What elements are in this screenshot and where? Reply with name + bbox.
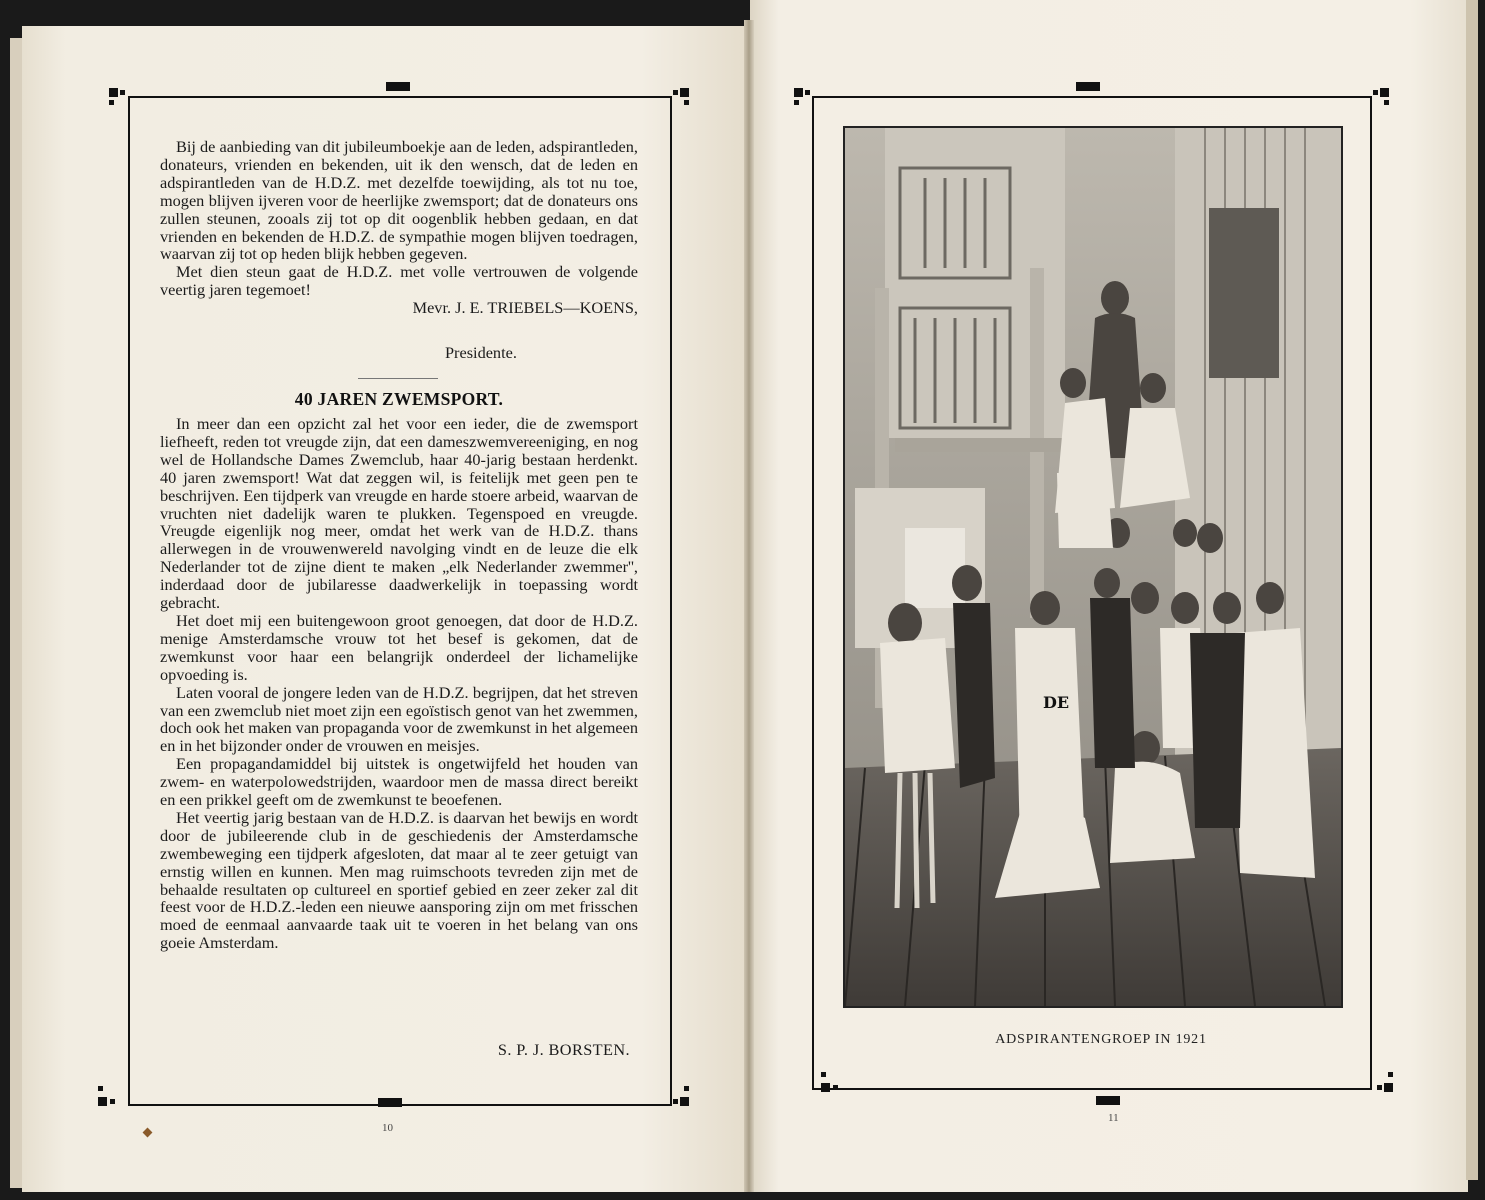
corner-ornament bbox=[680, 88, 689, 97]
corner-ornament bbox=[120, 90, 125, 95]
corner-ornament bbox=[673, 90, 678, 95]
intro-paragraph: Bij de aanbieding van dit jubileumboekje aan de leden, adspirantleden, donateurs, vrienden en bekenden, uit ik den wensch, dat de leden en adspirantleden van de H.D.Z. met dezelfde toewijding, als tot nu toe, mogen blijven ijveren voor de heerlijke zwemsport; dat de donateurs ons zullen steunen, zooals zij tot op dit oogenblik hebben gedaan, en dat vrienden en bekenden de H.D.Z. de sympathie mogen blijven toedragen, waarvan zij tot op heden blijk hebben gegeven. bbox=[160, 137, 638, 264]
corner-ornament bbox=[109, 100, 114, 105]
article-paragraph: Een propagandamiddel bij uitstek is ongetwijfeld het houden van zwem- en waterpolowedstrijden, waardoor men de massa direct bereikt en een prikkel geeft om de zwemkunst te beoefenen. bbox=[160, 754, 638, 810]
right-page-edge bbox=[1466, 0, 1478, 1180]
corner-ornament bbox=[684, 100, 689, 105]
frame-right-line bbox=[670, 96, 672, 1106]
corner-ornament bbox=[1384, 100, 1389, 105]
book-gutter bbox=[744, 20, 754, 1192]
corner-ornament bbox=[673, 1099, 678, 1104]
corner-ornament bbox=[833, 1085, 838, 1090]
frame-left-line bbox=[128, 96, 130, 1106]
corner-ornament bbox=[98, 1097, 107, 1106]
photo-illustration bbox=[845, 128, 1341, 1006]
corner-ornament bbox=[1373, 90, 1378, 95]
signature-title: Presidente. bbox=[445, 343, 517, 362]
page-number-left: 10 bbox=[382, 1122, 393, 1134]
frame-left-line bbox=[812, 96, 814, 1090]
page-number-right: 11 bbox=[1108, 1112, 1119, 1124]
frame-top-line bbox=[812, 96, 1372, 98]
photo-sash-text: DE bbox=[1043, 693, 1070, 712]
bottom-center-ornament bbox=[378, 1098, 402, 1107]
corner-ornament bbox=[821, 1083, 830, 1092]
top-center-ornament bbox=[1076, 82, 1100, 91]
corner-ornament bbox=[1384, 1083, 1393, 1092]
article-paragraph: Het doet mij een buitengewoon groot genoegen, dat door de H.D.Z. menige Amsterdamsche vrouw tot het besef is gekomen, dat de zwemkunst voor haar een belangrijk onderdeel der lichamelijke opvoeding is. bbox=[160, 610, 638, 684]
article-paragraph: Het veertig jarig bestaan van de H.D.Z. is daarvan het bewijs en wordt door de jubileerende club in de geschiedenis der Amsterdamsche zwembeweging een tijdperk afgesloten, dat maar al te zeer getuigt van ernstig willen en kunnen. Men mag ruimschoots tevreden zijn met de behaalde resultaten op cultureel en sportief gebied en zeer zeker zal dit feest voor de H.D.Z.-leden een nieuwe aansporing zijn om met frisschen moed de eenmaal aanvaarde taak uit te voeren in het belang van ons goeie Amsterdam. bbox=[160, 807, 638, 953]
corner-ornament bbox=[1388, 1072, 1393, 1077]
article-paragraph: In meer dan een opzicht zal het voor een ieder, die de zwemsport liefheeft, reden tot vreugde zijn, dat een dameszwemvereeniging, en nog wel de Hollandsche Dames Zwemclub, haar 40-jarig bestaan herdenkt. 40 jaren zwemsport! Wat dat zeggen wil, is feitelijk met geen pen te beschrijven. Een tijdperk van vreugde en harde stoere arbeid, waarvan de vruchten niet dadelijk waren te plukken. Tegenspoed en vreugde. Vreugde eigenlijk nog meer, omdat het werk van de H.D.Z. thans allerwegen in de vrouwenwereld navolging vindt en de leuze die elk Nederlander tot de zijne dient te maken „elk Nederlander zwemmer'', inderdaad door de jubilaresse daadwerkelijk in toepassing wordt gebracht. bbox=[160, 414, 638, 613]
top-center-ornament bbox=[386, 82, 410, 91]
corner-ornament bbox=[98, 1086, 103, 1091]
frame-bottom-line bbox=[812, 1088, 1372, 1090]
signature-name: Mevr. J. E. TRIEBELS—KOENS, bbox=[412, 298, 638, 318]
corner-ornament bbox=[684, 1086, 689, 1091]
article-author: S. P. J. BORSTEN. bbox=[497, 1040, 630, 1059]
corner-ornament bbox=[1380, 88, 1389, 97]
intro-paragraph: Met dien steun gaat de H.D.Z. met volle vertrouwen de volgende veertig jaren tegemoet! bbox=[160, 262, 638, 300]
article-heading: 40 JAREN ZWEMSPORT. bbox=[294, 389, 504, 409]
article-text bbox=[160, 415, 638, 952]
corner-ornament bbox=[1377, 1085, 1382, 1090]
group-photograph bbox=[843, 126, 1343, 1008]
photo-caption: ADSPIRANTENGROEP IN 1921 bbox=[995, 1032, 1207, 1047]
corner-ornament bbox=[794, 88, 803, 97]
bottom-center-ornament bbox=[1096, 1096, 1120, 1105]
corner-ornament bbox=[821, 1072, 826, 1077]
article-paragraph: Laten vooral de jongere leden van de H.D.Z. begrijpen, dat het streven van een zwemclub niet moet zijn een egoïstisch genot van het zwemmen, doch ook het maken van propaganda voor de zwemkunst in het algemeen en in het bijzonder onder de vrouwen en meisjes. bbox=[160, 682, 638, 756]
corner-ornament bbox=[794, 100, 799, 105]
frame-right-line bbox=[1370, 96, 1372, 1090]
corner-ornament bbox=[110, 1099, 115, 1104]
intro-text bbox=[160, 138, 638, 317]
frame-top-line bbox=[128, 96, 672, 98]
section-divider bbox=[358, 378, 438, 379]
corner-ornament bbox=[109, 88, 118, 97]
corner-ornament bbox=[680, 1097, 689, 1106]
corner-ornament bbox=[805, 90, 810, 95]
